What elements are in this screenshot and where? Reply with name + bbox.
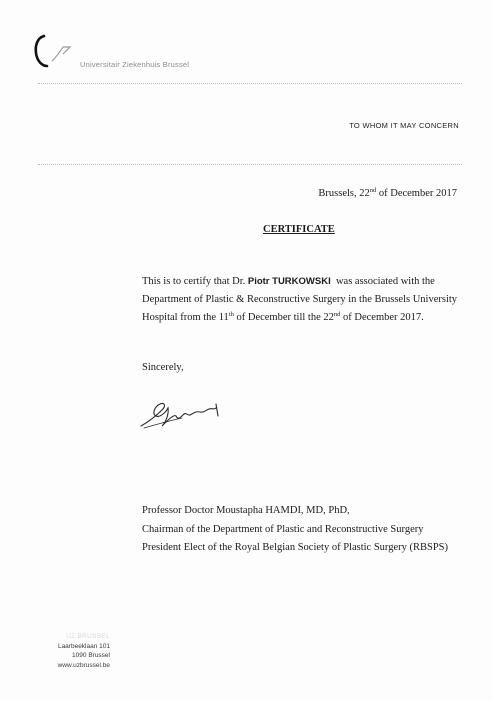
footer-faded-label: UZ BRUSSEL bbox=[66, 633, 110, 640]
handwritten-signature bbox=[138, 396, 224, 434]
letter-date: Brussels, 22nd of December 2017 bbox=[318, 187, 457, 199]
closing: Sincerely, bbox=[142, 362, 184, 373]
signatory-block bbox=[142, 502, 448, 558]
footer-website: www.uzbrussel.be bbox=[57, 661, 110, 669]
body-line-3: Hospital from the 11th of December till the 22nd of December 2017. bbox=[142, 311, 424, 323]
signatory-role-1: Chairman of the Department of Plastic and Reconstructive Surgery bbox=[142, 523, 424, 535]
footer-address bbox=[56, 632, 110, 670]
recipient-name: Piotr TURKOWSKI bbox=[247, 276, 331, 287]
signatory-name: Professor Doctor Moustapha HAMDI, MD, PhD, bbox=[142, 505, 350, 516]
footer-street: Laarbeeklaan 101 bbox=[57, 642, 110, 650]
hospital-name: Universitair Ziekenhuis Brussel bbox=[80, 60, 190, 69]
header-divider bbox=[38, 83, 462, 84]
body-line-2: Department of Plastic & Reconstructive Surgery in the Brussels University bbox=[142, 294, 458, 305]
body-line-1: This is to certify that Dr. Piotr TURKOWSKI was associated with the bbox=[142, 276, 435, 287]
signatory-role-2: President Elect of the Royal Belgian Society of Plastic Surgery (RBSPS) bbox=[142, 542, 449, 553]
section-divider bbox=[38, 164, 462, 165]
hospital-logo bbox=[30, 30, 78, 72]
footer-city: 1090 Brussel bbox=[72, 652, 110, 659]
addressee-line: TO WHOM IT MAY CONCERN bbox=[349, 121, 459, 130]
certificate-title: CERTIFICATE bbox=[263, 224, 335, 235]
